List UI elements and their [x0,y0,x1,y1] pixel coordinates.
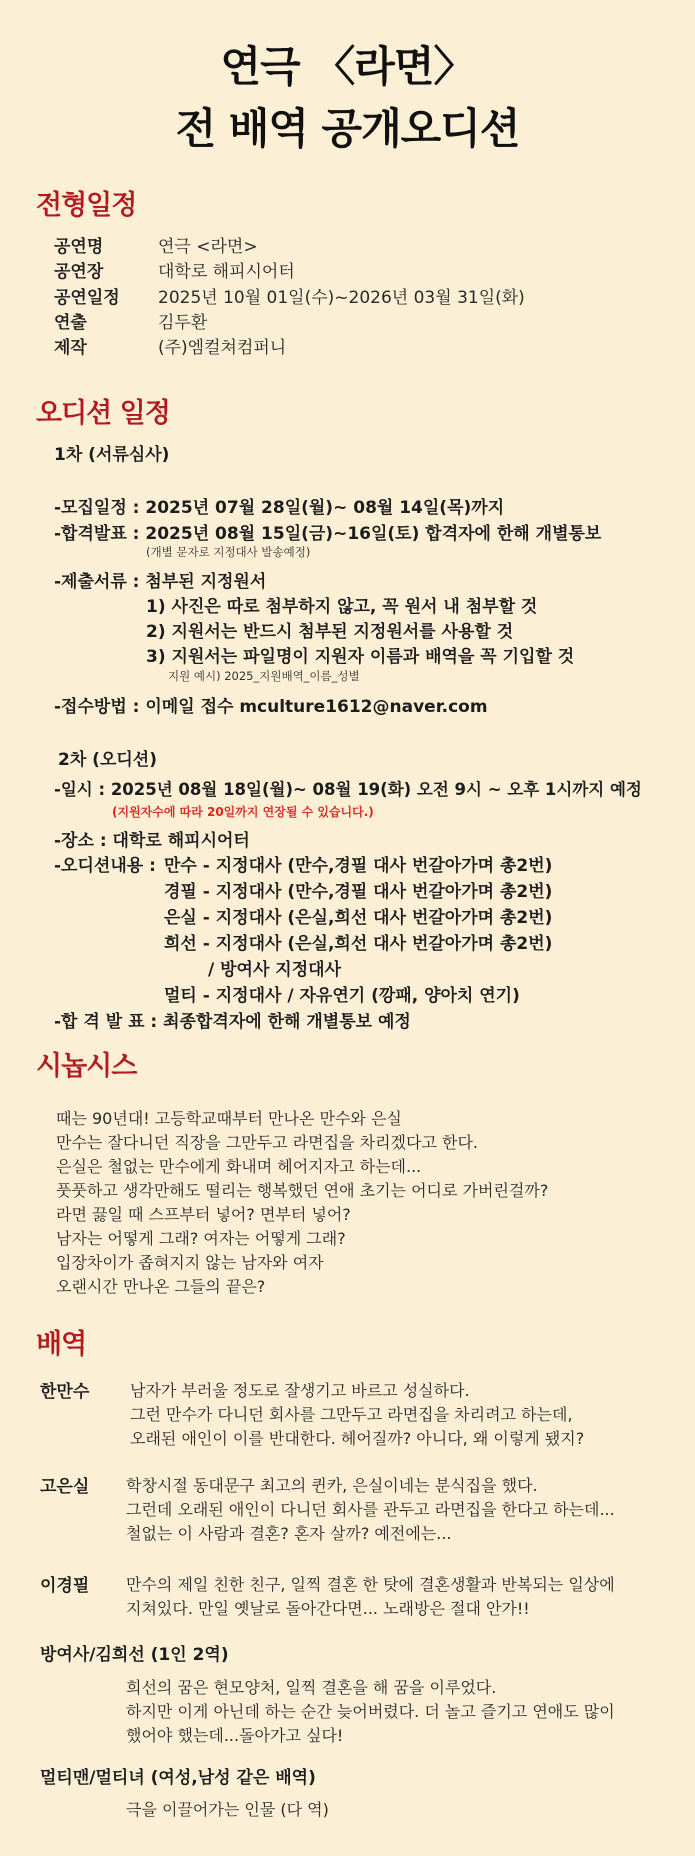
round1-title: 1차 (서류심사) [54,445,170,465]
round2-content-item: 은실 - 지정대사 (은실,희선 대사 번갈아가며 총2번) [164,908,553,928]
round1-recruit: -모집일정 : 2025년 07월 28일(월)~ 08월 14일(목)까지 [54,498,505,518]
synopsis-line: 때는 90년대! 고등학교때부터 만나온 만수와 은실 [56,1109,402,1128]
schedule-value: 2025년 10월 01일(수)~2026년 03월 31일(화) [158,288,525,308]
schedule-value: 대학로 해피시어터 [158,262,295,282]
round2-content-label: -오디션내용 : [54,856,156,876]
round2-content-item: / 방여사 지정대사 [208,960,341,980]
round2-date: -일시 : 2025년 08월 18일(월)~ 08월 19(화) 오전 9시 ~ 오후 1시까지 예정 [54,780,642,799]
role-description-line: 하지만 이게 아닌데 하는 순간 늦어버렸다. 더 놀고 즐기고 연애도 많이 [126,1702,615,1721]
role-description-line: 지쳐있다. 만일 옛날로 돌아간다면... 노래방은 절대 안가!! [126,1599,530,1618]
role-description-line: 오래된 애인이 이를 반대한다. 헤어질까? 아니다, 왜 이렇게 됐지? [130,1429,585,1448]
round2-title: 2차 (오디션) [58,750,157,770]
schedule-label: 연출 [54,313,87,333]
synopsis-line: 은실은 철없는 만수에게 화내며 헤어지자고 하는데... [56,1157,422,1176]
schedule-label: 제작 [54,338,87,358]
schedule-value: 연극 <라면> [158,237,258,257]
round1-doc-item: 2) 지원서는 반드시 첨부된 지정원서를 사용할 것 [146,622,514,642]
round2-date-note: (지원자수에 따라 20일까지 연장될 수 있습니다.) [112,805,374,819]
synopsis-line: 만수는 잘다니던 직장을 그만두고 라면집을 차리겠다고 한다. [56,1133,479,1152]
schedule-label: 공연명 [54,237,104,257]
role-description-line: 학창시절 동대문구 최고의 퀸카, 은실이네는 분식집을 했다. [126,1476,538,1495]
round1-announce: -합격발표 : 2025년 08월 15일(금)~16일(토) 합격자에 한해 개별통보 [54,524,602,544]
synopsis-heading: 시놉시스 [36,1051,137,1082]
round1-method: -접수방법 : 이메일 접수 mculture1612@naver.com [54,697,488,717]
round2-place: -장소 : 대학로 해피시어터 [54,831,250,851]
synopsis-line: 오랜시간 만나온 그들의 끝은? [56,1277,266,1296]
role-name-eunsil: 고은실 [40,1477,90,1497]
role-description-line: 만수의 제일 친한 친구, 일찍 결혼 한 탓에 결혼생활과 반복되는 일상에 [126,1575,615,1594]
round2-content-item: 만수 - 지정대사 (만수,경필 대사 번갈아가며 총2번) [164,856,553,876]
role-name-manso: 한만수 [40,1382,90,1402]
poster-title-line2: 전 배역 공개오디션 [175,104,520,153]
schedule-value: (주)엠컬쳐컴퍼니 [158,338,287,358]
role-name-bang-heeseon: 방여사/김희선 (1인 2역) [40,1645,229,1665]
round1-doc-item: 1) 사진은 따로 첨부하지 않고, 꼭 원서 내 첨부할 것 [146,597,538,617]
round2-result: -합 격 발 표 : 최종합격자에 한해 개별통보 예정 [54,1012,411,1032]
round1-documents: -제출서류 : 첨부된 지정원서 [54,572,267,592]
audition-heading: 오디션 일정 [36,398,170,429]
synopsis-line: 풋풋하고 생각만해도 떨리는 행복했던 연애 초기는 어디로 가버린걸까? [56,1181,549,1200]
round2-content-item: 희선 - 지정대사 (은실,희선 대사 번갈아가며 총2번) [164,934,553,954]
role-description-line: 남자가 부러울 정도로 잘생기고 바르고 성실하다. [130,1381,470,1400]
schedule-label: 공연일정 [54,288,120,308]
synopsis-line: 입장차이가 좁혀지지 않는 남자와 여자 [56,1253,324,1272]
role-name-multi: 멀티맨/멀티녀 (여성,남성 같은 배역) [40,1768,316,1788]
schedule-heading: 전형일정 [36,190,137,221]
round1-doc-example: 지원 예시) 2025_지원배역_이름_성별 [168,669,360,683]
synopsis-line: 남자는 어떻게 그래? 여자는 어떻게 그래? [56,1229,346,1248]
poster-title-line1: 연극 〈라면〉 [220,42,475,91]
role-name-gyeongpil: 이경필 [40,1576,90,1596]
role-description-line: 철없는 이 사람과 결혼? 혼자 살까? 예전에는... [126,1524,452,1543]
schedule-label: 공연장 [54,262,104,282]
synopsis-line: 라면 끓일 때 스프부터 넣어? 면부터 넣어? [56,1205,351,1224]
role-description-line: 그런 만수가 다니던 회사를 그만두고 라면집을 차리려고 하는데, [130,1405,573,1424]
round2-content-item: 멀티 - 지정대사 / 자유연기 (깡패, 양아치 연기) [164,986,520,1006]
round1-announce-note: (개별 문자로 지정대사 발송예정) [146,545,311,559]
schedule-value: 김두환 [158,313,208,333]
cast-heading: 배역 [36,1329,87,1360]
role-description-line: 희선의 꿈은 현모양처, 일찍 결혼을 해 꿈을 이루었다. [126,1678,497,1697]
round1-doc-item: 3) 지원서는 파일명이 지원자 이름과 배역을 꼭 기입할 것 [146,647,575,667]
round2-content-item: 경필 - 지정대사 (만수,경필 대사 번갈아가며 총2번) [164,882,553,902]
role-description-line: 했어야 했는데...돌아가고 싶다! [126,1726,344,1745]
role-description-line: 그런데 오래된 애인이 다니던 회사를 관두고 라면집을 한다고 하는데... [126,1500,615,1519]
role-description-line: 극을 이끌어가는 인물 (다 역) [126,1800,329,1819]
